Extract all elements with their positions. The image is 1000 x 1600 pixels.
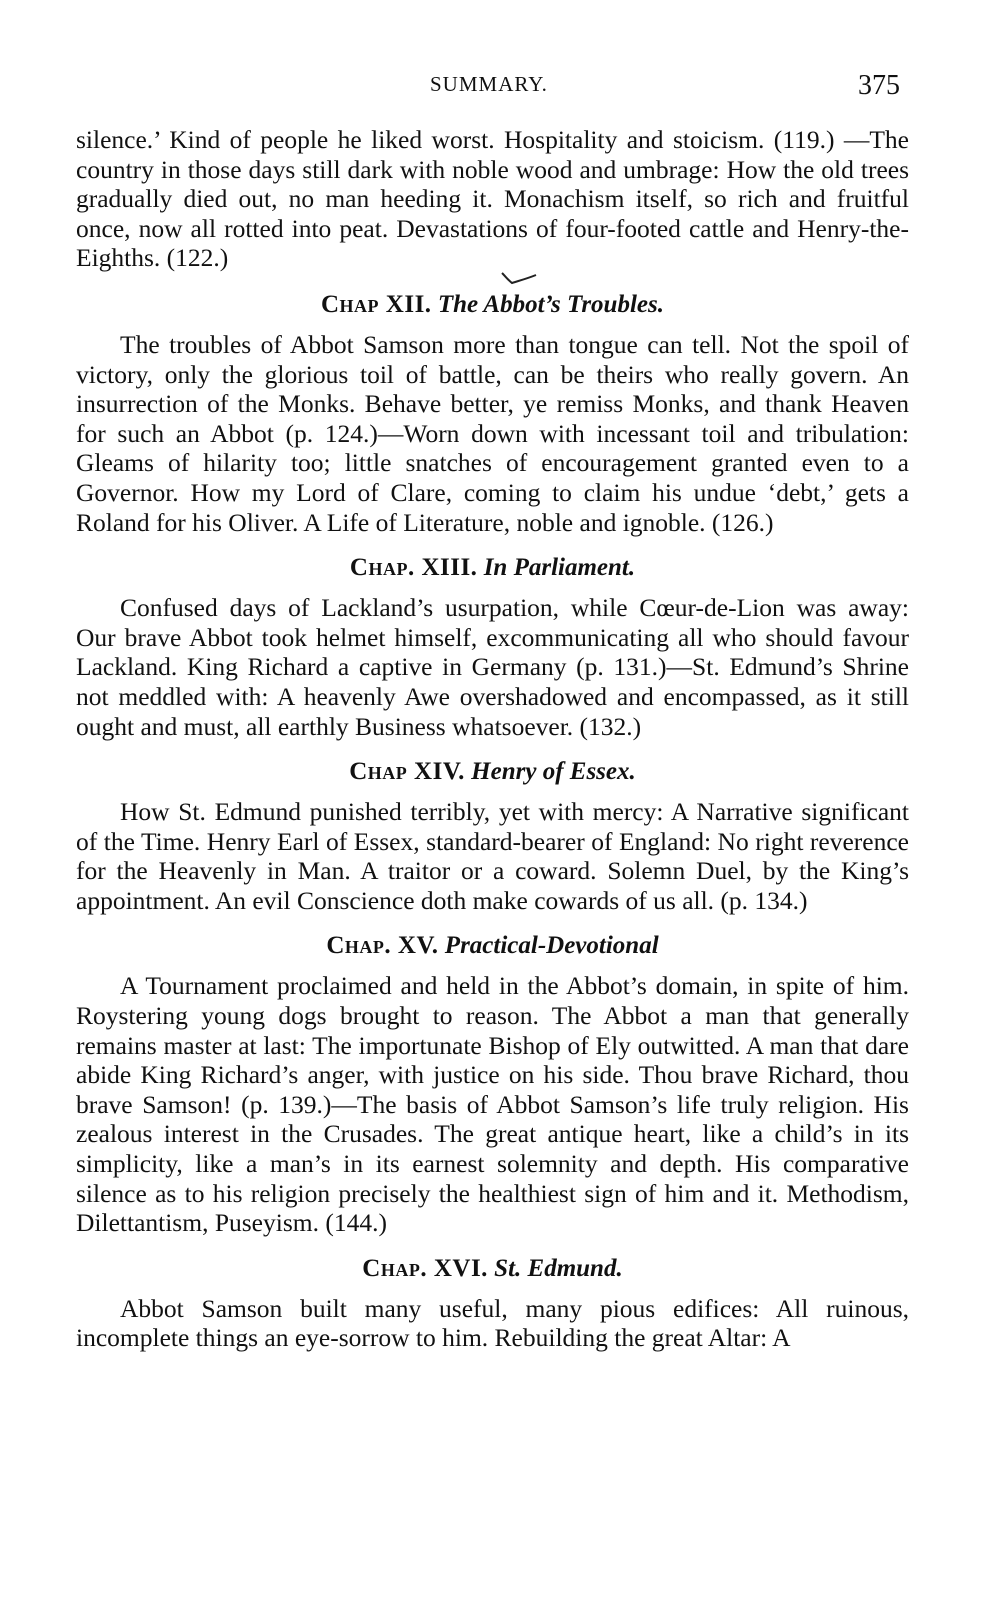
chapter-12-heading bbox=[76, 290, 909, 320]
chapter-label: Chap XIV. bbox=[349, 758, 465, 786]
summary-text-block bbox=[76, 125, 909, 1353]
chapter-title: In Parliament. bbox=[483, 554, 636, 582]
chapter-label: Chap. XIII. bbox=[349, 554, 478, 582]
running-title: SUMMARY. bbox=[430, 72, 548, 96]
chapter-label: Chap. XVI. bbox=[362, 1254, 488, 1282]
chapter-label: Chap XII. bbox=[321, 290, 432, 318]
chapter-13-heading bbox=[76, 553, 909, 583]
chapter-title: Henry of Essex. bbox=[471, 758, 636, 786]
chapter-15-heading bbox=[76, 931, 909, 961]
chapter-14-heading bbox=[76, 757, 909, 787]
chapter-16-summary: Abbot Samson built many useful, many pious edifices: All ruinous, incomplete things an eye-sorrow to him. Rebuilding the great Altar: A bbox=[76, 1293, 909, 1353]
chapter-16-heading bbox=[76, 1254, 909, 1284]
running-head bbox=[0, 70, 1000, 110]
chapter-title: The Abbot’s Troubles. bbox=[437, 290, 664, 318]
page-number: 375 bbox=[858, 70, 900, 101]
intro-paragraph: silence.’ Kind of people he liked worst. Hospitality and stoicism. (119.) —The country in those days still dark with noble wood and umbrage: How the old trees gradually died out, no man heeding it. Monachism itself, so rich and fruitful once, now all rotted into peat. Devastations of four-footed cattle and Henry-the-Eighths. (122.) bbox=[76, 125, 909, 273]
chapter-12-summary: The troubles of Abbot Samson more than tongue can tell. Not the spoil of victory, only the glorious toil of battle, can be theirs who really govern. An insurrection of the Monks. Behave better, ye remiss Monks, and thank Heaven for such an Abbot (p. 124.)—Worn down with incessant toil and tribulation: Gleams of hilarity too; little snatches of encouragement granted even to a Governor. How my Lord of Clare, coming to claim his undue ‘debt,’ gets a Roland for his Oliver. A Life of Literature, noble and ignoble. (126.) bbox=[76, 329, 909, 537]
chapter-15-summary: A Tournament proclaimed and held in the Abbot’s domain, in spite of him. Roystering young dogs brought to reason. The Abbot a man that generally remains master at last: The importunate Bishop of Ely outwitted. A man that dare abide King Richard’s anger, with justice on his side. Thou brave Richard, thou brave Samson! (p. 139.)—The basis of Abbot Samson’s life truly religion. His zealous interest in the Crusades. The great antique heart, like a child’s in its simplicity, like a man’s in its earnest solemnity and depth. His comparative silence as to his religion precisely the healthiest sign of him and it. Methodism, Dilettantism, Puseyism. (144.) bbox=[76, 971, 909, 1238]
chapter-title: St. Edmund. bbox=[494, 1254, 623, 1282]
chapter-14-summary: How St. Edmund punished terribly, yet with mercy: A Narrative significant of the Time. Henry Earl of Essex, standard-bearer of England: No right reverence for the Heavenly in Man. A traitor or a coward. Solemn Duel, by the King’s appointment. An evil Conscience doth make cowards of us all. (p. 134.) bbox=[76, 797, 909, 915]
chapter-title: Practical-Devotional bbox=[444, 932, 659, 960]
chapter-13-summary: Confused days of Lackland’s usurpation, while Cœur-de-Lion was away: Our brave Abbot took helmet himself, excommunicating all who should favour Lackland. King Richard a captive in Germany (p. 131.)—St. Edmund’s Shrine not meddled with: A heavenly Awe overshadowed and encompassed, as it still ought and must, all earthly Business whatsoever. (132.) bbox=[76, 593, 909, 741]
chapter-label: Chap. XV. bbox=[326, 932, 439, 960]
